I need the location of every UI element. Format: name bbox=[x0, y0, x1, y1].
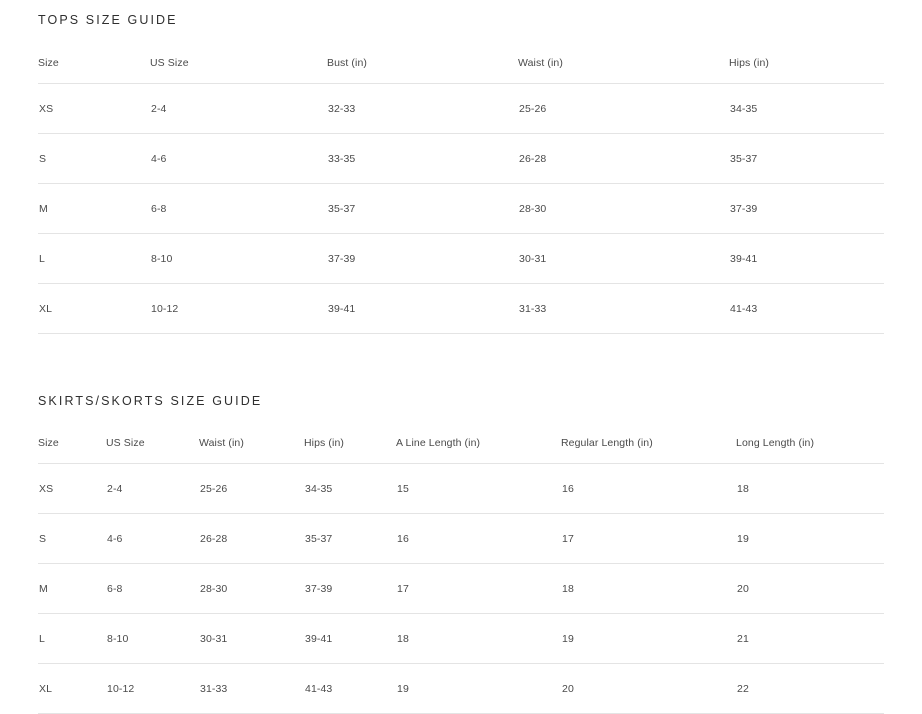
cell-size: XS bbox=[38, 464, 106, 514]
tops-table-body bbox=[38, 84, 884, 334]
column-header-us-size: US Size bbox=[106, 437, 145, 449]
column-header-long-length: Long Length (in) bbox=[736, 437, 815, 449]
cell-waist: 30-31 bbox=[518, 234, 729, 284]
cell-us-size: 6-8 bbox=[106, 564, 199, 614]
cell-long-length: 21 bbox=[736, 614, 884, 664]
cell-long-length: 18 bbox=[736, 464, 884, 514]
cell-us-size: 10-12 bbox=[106, 664, 199, 714]
cell-waist: 31-33 bbox=[199, 664, 304, 714]
cell-size: S bbox=[38, 514, 106, 564]
skirts-skorts-size-guide-title: SKIRTS/SKORTS SIZE GUIDE bbox=[38, 394, 263, 408]
table-header-row bbox=[38, 27, 884, 84]
cell-waist: 30-31 bbox=[199, 614, 304, 664]
column-header-a-line-length: A Line Length (in) bbox=[396, 437, 481, 449]
cell-hips: 39-41 bbox=[729, 234, 884, 284]
cell-regular-length: 18 bbox=[561, 564, 736, 614]
table-row bbox=[38, 134, 884, 184]
cell-us-size: 4-6 bbox=[106, 514, 199, 564]
table-row bbox=[38, 84, 884, 134]
cell-hips: 34-35 bbox=[729, 84, 884, 134]
cell-regular-length: 19 bbox=[561, 614, 736, 664]
tops-size-guide-section bbox=[38, 0, 884, 334]
cell-size: L bbox=[38, 614, 106, 664]
column-header-size: Size bbox=[38, 437, 59, 449]
cell-waist: 26-28 bbox=[518, 134, 729, 184]
cell-us-size: 8-10 bbox=[106, 614, 199, 664]
column-header-waist: Waist (in) bbox=[518, 57, 563, 69]
skirts-skorts-size-guide-section bbox=[38, 334, 884, 714]
column-header-hips: Hips (in) bbox=[729, 57, 769, 69]
tops-table-header bbox=[38, 27, 884, 84]
cell-long-length: 19 bbox=[736, 514, 884, 564]
cell-regular-length: 16 bbox=[561, 464, 736, 514]
column-header-us-size: US Size bbox=[150, 57, 189, 69]
skirts-skorts-size-table bbox=[38, 408, 884, 714]
cell-a-line-length: 16 bbox=[396, 514, 561, 564]
cell-bust: 39-41 bbox=[327, 284, 518, 334]
cell-us-size: 6-8 bbox=[150, 184, 327, 234]
cell-size: XL bbox=[38, 664, 106, 714]
cell-bust: 37-39 bbox=[327, 234, 518, 284]
cell-a-line-length: 15 bbox=[396, 464, 561, 514]
cell-us-size: 4-6 bbox=[150, 134, 327, 184]
cell-hips: 34-35 bbox=[304, 464, 396, 514]
skirts-table-body bbox=[38, 464, 884, 714]
cell-us-size: 2-4 bbox=[106, 464, 199, 514]
table-row bbox=[38, 614, 884, 664]
cell-regular-length: 17 bbox=[561, 514, 736, 564]
table-row bbox=[38, 514, 884, 564]
cell-waist: 28-30 bbox=[199, 564, 304, 614]
table-row bbox=[38, 284, 884, 334]
cell-bust: 33-35 bbox=[327, 134, 518, 184]
cell-size: XL bbox=[38, 284, 150, 334]
cell-bust: 32-33 bbox=[327, 84, 518, 134]
cell-hips: 41-43 bbox=[304, 664, 396, 714]
cell-regular-length: 20 bbox=[561, 664, 736, 714]
column-header-hips: Hips (in) bbox=[304, 437, 344, 449]
column-header-waist: Waist (in) bbox=[199, 437, 244, 449]
table-row bbox=[38, 664, 884, 714]
tops-size-guide-title: TOPS SIZE GUIDE bbox=[38, 13, 178, 27]
table-row bbox=[38, 234, 884, 284]
cell-size: XS bbox=[38, 84, 150, 134]
cell-a-line-length: 17 bbox=[396, 564, 561, 614]
cell-long-length: 22 bbox=[736, 664, 884, 714]
cell-hips: 37-39 bbox=[729, 184, 884, 234]
table-header-row bbox=[38, 408, 884, 464]
cell-bust: 35-37 bbox=[327, 184, 518, 234]
cell-us-size: 8-10 bbox=[150, 234, 327, 284]
cell-long-length: 20 bbox=[736, 564, 884, 614]
tops-size-table bbox=[38, 27, 884, 334]
cell-a-line-length: 18 bbox=[396, 614, 561, 664]
column-header-size: Size bbox=[38, 57, 59, 69]
cell-us-size: 10-12 bbox=[150, 284, 327, 334]
cell-hips: 37-39 bbox=[304, 564, 396, 614]
column-header-regular-length: Regular Length (in) bbox=[561, 437, 653, 449]
cell-size: M bbox=[38, 184, 150, 234]
cell-waist: 25-26 bbox=[518, 84, 729, 134]
cell-size: M bbox=[38, 564, 106, 614]
skirts-table-header bbox=[38, 408, 884, 464]
table-row bbox=[38, 564, 884, 614]
cell-a-line-length: 19 bbox=[396, 664, 561, 714]
cell-size: S bbox=[38, 134, 150, 184]
table-row bbox=[38, 184, 884, 234]
cell-hips: 35-37 bbox=[304, 514, 396, 564]
cell-hips: 35-37 bbox=[729, 134, 884, 184]
cell-hips: 39-41 bbox=[304, 614, 396, 664]
column-header-bust: Bust (in) bbox=[327, 57, 367, 69]
cell-hips: 41-43 bbox=[729, 284, 884, 334]
cell-us-size: 2-4 bbox=[150, 84, 327, 134]
cell-size: L bbox=[38, 234, 150, 284]
cell-waist: 25-26 bbox=[199, 464, 304, 514]
cell-waist: 31-33 bbox=[518, 284, 729, 334]
cell-waist: 28-30 bbox=[518, 184, 729, 234]
table-row bbox=[38, 464, 884, 514]
cell-waist: 26-28 bbox=[199, 514, 304, 564]
